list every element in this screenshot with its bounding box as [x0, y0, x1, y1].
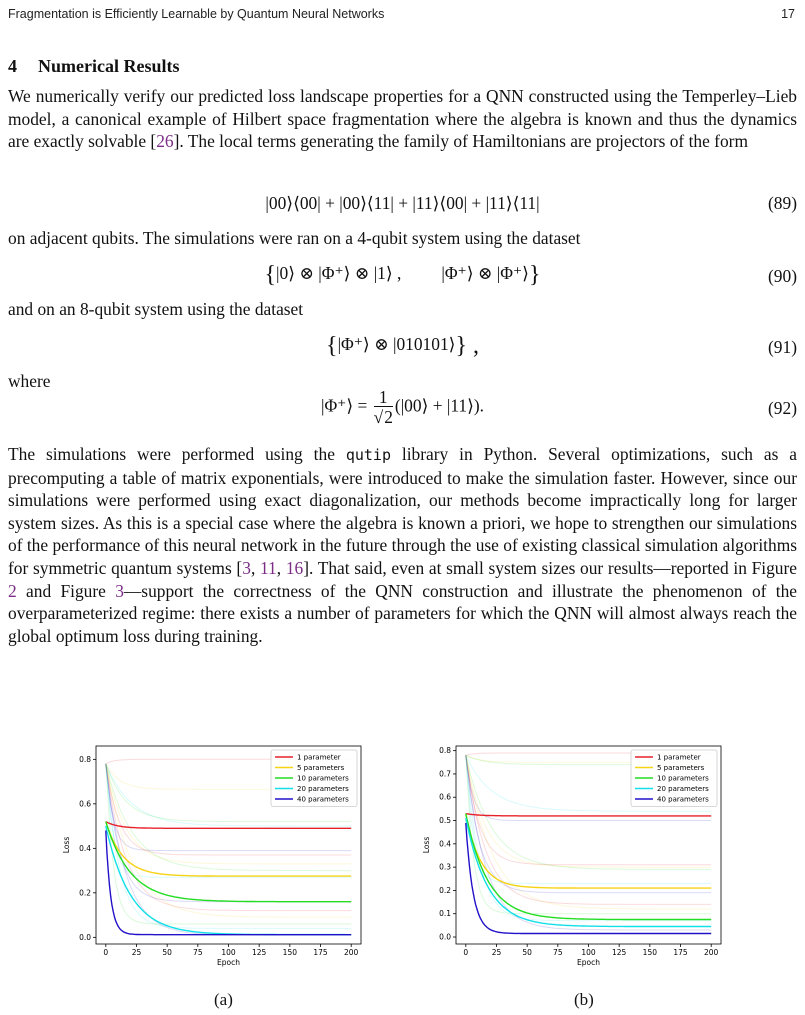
x-tick-label: 150: [282, 948, 298, 957]
x-tick-label: 75: [553, 948, 563, 957]
y-tick-label: 0.8: [439, 746, 451, 756]
citation-link[interactable]: 3: [242, 557, 251, 578]
legend-label: 1 parameter: [657, 753, 701, 762]
series-line: [466, 814, 711, 816]
figure-link[interactable]: 2: [8, 580, 17, 601]
y-tick-label: 0.6: [439, 792, 451, 802]
equation-number: (92): [768, 398, 797, 418]
equation-number: (89): [768, 193, 797, 213]
section-heading: [8, 56, 179, 77]
section-title: Numerical Results: [38, 56, 180, 76]
subfigure-caption-a: (a): [214, 990, 233, 1009]
x-tick-label: 100: [581, 948, 596, 957]
brace: {: [264, 262, 277, 288]
citation-link[interactable]: 11: [260, 557, 277, 578]
legend-label: 40 parameters: [657, 795, 709, 804]
citation-link[interactable]: 26: [156, 131, 174, 152]
numerator: 1: [374, 388, 393, 407]
brace: }: [528, 262, 541, 288]
y-tick-label: 0.2: [79, 888, 91, 898]
loss-chart-b: [400, 740, 730, 975]
section-number: 4: [8, 56, 17, 76]
text: ,: [250, 557, 260, 578]
legend-label: 40 parameters: [297, 795, 349, 804]
text: library in Python. Several optimizations, such as a precomputing a table of matrix exponentials, were introduced to make the simulation faster. However, since our simulations were performed using exact diagonalization, our methods become impractically long for larger system sizes. As this is a special case where the algebra is known a priori, we hope to strengthen our simulations of the performance of this neural network in the future through the use of existing classical simulation algorithms for symmetric quantum systems [: [8, 444, 798, 578]
legend-label: 1 parameter: [297, 753, 341, 762]
equation-90: [8, 262, 797, 288]
brace: {: [326, 333, 338, 359]
y-tick-label: 0.3: [439, 862, 451, 872]
x-tick-label: 50: [522, 948, 532, 957]
x-tick-label: 175: [313, 948, 328, 957]
text: We numerically verify our predicted loss landscape properties for a QNN constructed using the Temperley–Lieb model, a canonical example of Hilbert space fragmentation where the algebra is known and thus the dynamics are exactly solvable [: [8, 86, 797, 152]
x-tick-label: 175: [673, 948, 688, 957]
series-line: [466, 814, 711, 889]
x-axis-label: Epoch: [577, 958, 600, 967]
code-text: qutip: [345, 446, 391, 464]
brace: } ,: [455, 333, 479, 359]
subfigure-caption-b: (b): [574, 990, 594, 1009]
y-tick-label: 0.4: [439, 839, 451, 849]
text: and Figure: [16, 580, 116, 601]
text: —support the correctness of the QNN construction and illustrate the phenomenon of the overparameterized regime: there exists a number of parameters for which the QNN will almost always reach the global optimum loss during training.: [8, 580, 797, 646]
text-line: on adjacent qubits. The simulations were ran on a 4-qubit system using the dataset: [8, 228, 581, 248]
legend-label: 20 parameters: [297, 785, 349, 794]
text-line: and on an 8-qubit system using the dataset: [8, 299, 304, 319]
y-tick-label: 0.1: [439, 909, 451, 919]
y-tick-label: 0.4: [79, 843, 91, 853]
equation-number: (90): [768, 266, 797, 286]
text: ]. The local terms generating the family of Hamiltonians are projectors of the form: [173, 131, 748, 152]
state: |Φ⁺⟩ ⊗ |010101⟩: [337, 334, 456, 354]
y-tick-label: 0.8: [79, 754, 91, 764]
x-tick-label: 200: [344, 948, 359, 957]
legend-label: 10 parameters: [657, 774, 709, 783]
state: |Φ⁺⟩ ⊗ |Φ⁺⟩: [441, 263, 529, 283]
figure-link[interactable]: 3: [115, 580, 124, 601]
text: ,: [276, 557, 286, 578]
lhs: |Φ⁺⟩ =: [320, 395, 368, 416]
y-tick-label: 0.0: [439, 932, 451, 942]
x-tick-label: 75: [193, 948, 203, 957]
legend-label: 10 parameters: [297, 774, 349, 783]
text-line: where: [8, 371, 51, 391]
page-number: 17: [781, 7, 795, 21]
x-axis-label: Epoch: [217, 958, 240, 967]
y-tick-label: 0.5: [439, 816, 451, 826]
text: ]. That said, even at small system sizes our results—reported in Figure: [303, 557, 797, 578]
equation-92: [8, 388, 797, 436]
running-header: [8, 7, 795, 23]
equation-body: [8, 262, 797, 289]
text: The simulations were performed using the: [8, 444, 346, 464]
y-tick-label: 0.7: [439, 769, 451, 779]
series-line: [106, 822, 351, 902]
equation-89: [8, 193, 797, 217]
equation-number: (91): [768, 337, 797, 357]
radicand: 2: [384, 407, 393, 427]
y-tick-label: 0.2: [439, 885, 451, 895]
x-tick-label: 125: [612, 948, 627, 957]
results-paragraph: [8, 443, 797, 647]
x-tick-label: 0: [103, 948, 109, 957]
x-tick-label: 25: [491, 948, 502, 957]
legend-label: 5 parameters: [657, 764, 705, 773]
equation-91: [8, 333, 797, 359]
header-title: Fragmentation is Efficiently Learnable by Quantum Neural Networks: [8, 7, 385, 21]
intro-paragraph: [8, 85, 797, 153]
x-tick-label: 125: [252, 948, 267, 957]
x-tick-label: 50: [162, 948, 172, 957]
loss-chart-a: [40, 740, 370, 975]
equation-body: [8, 333, 797, 360]
y-axis-label: Loss: [62, 836, 71, 854]
y-tick-label: 0.0: [79, 932, 91, 942]
x-tick-label: 200: [704, 948, 719, 957]
y-axis-label: Loss: [422, 836, 431, 854]
denominator: √2: [373, 407, 393, 427]
series-line: [106, 822, 351, 829]
x-tick-label: 100: [221, 948, 236, 957]
equation-body: [8, 388, 797, 427]
citation-link[interactable]: 16: [285, 557, 304, 578]
series-line: [106, 831, 351, 935]
state: |0⟩ ⊗ |Φ⁺⟩ ⊗ |1⟩ ,: [276, 263, 402, 283]
legend-label: 5 parameters: [297, 764, 345, 773]
x-tick-label: 150: [642, 948, 658, 957]
rhs: (|00⟩ + |11⟩).: [394, 395, 485, 416]
series-line: [466, 823, 711, 934]
y-tick-label: 0.6: [79, 799, 91, 809]
equation-body: |00⟩⟨00| + |00⟩⟨11| + |11⟩⟨00| + |11⟩⟨11|: [265, 193, 540, 213]
legend-label: 20 parameters: [657, 785, 709, 794]
x-tick-label: 0: [463, 948, 469, 957]
fraction: [374, 388, 393, 427]
x-tick-label: 25: [131, 948, 142, 957]
